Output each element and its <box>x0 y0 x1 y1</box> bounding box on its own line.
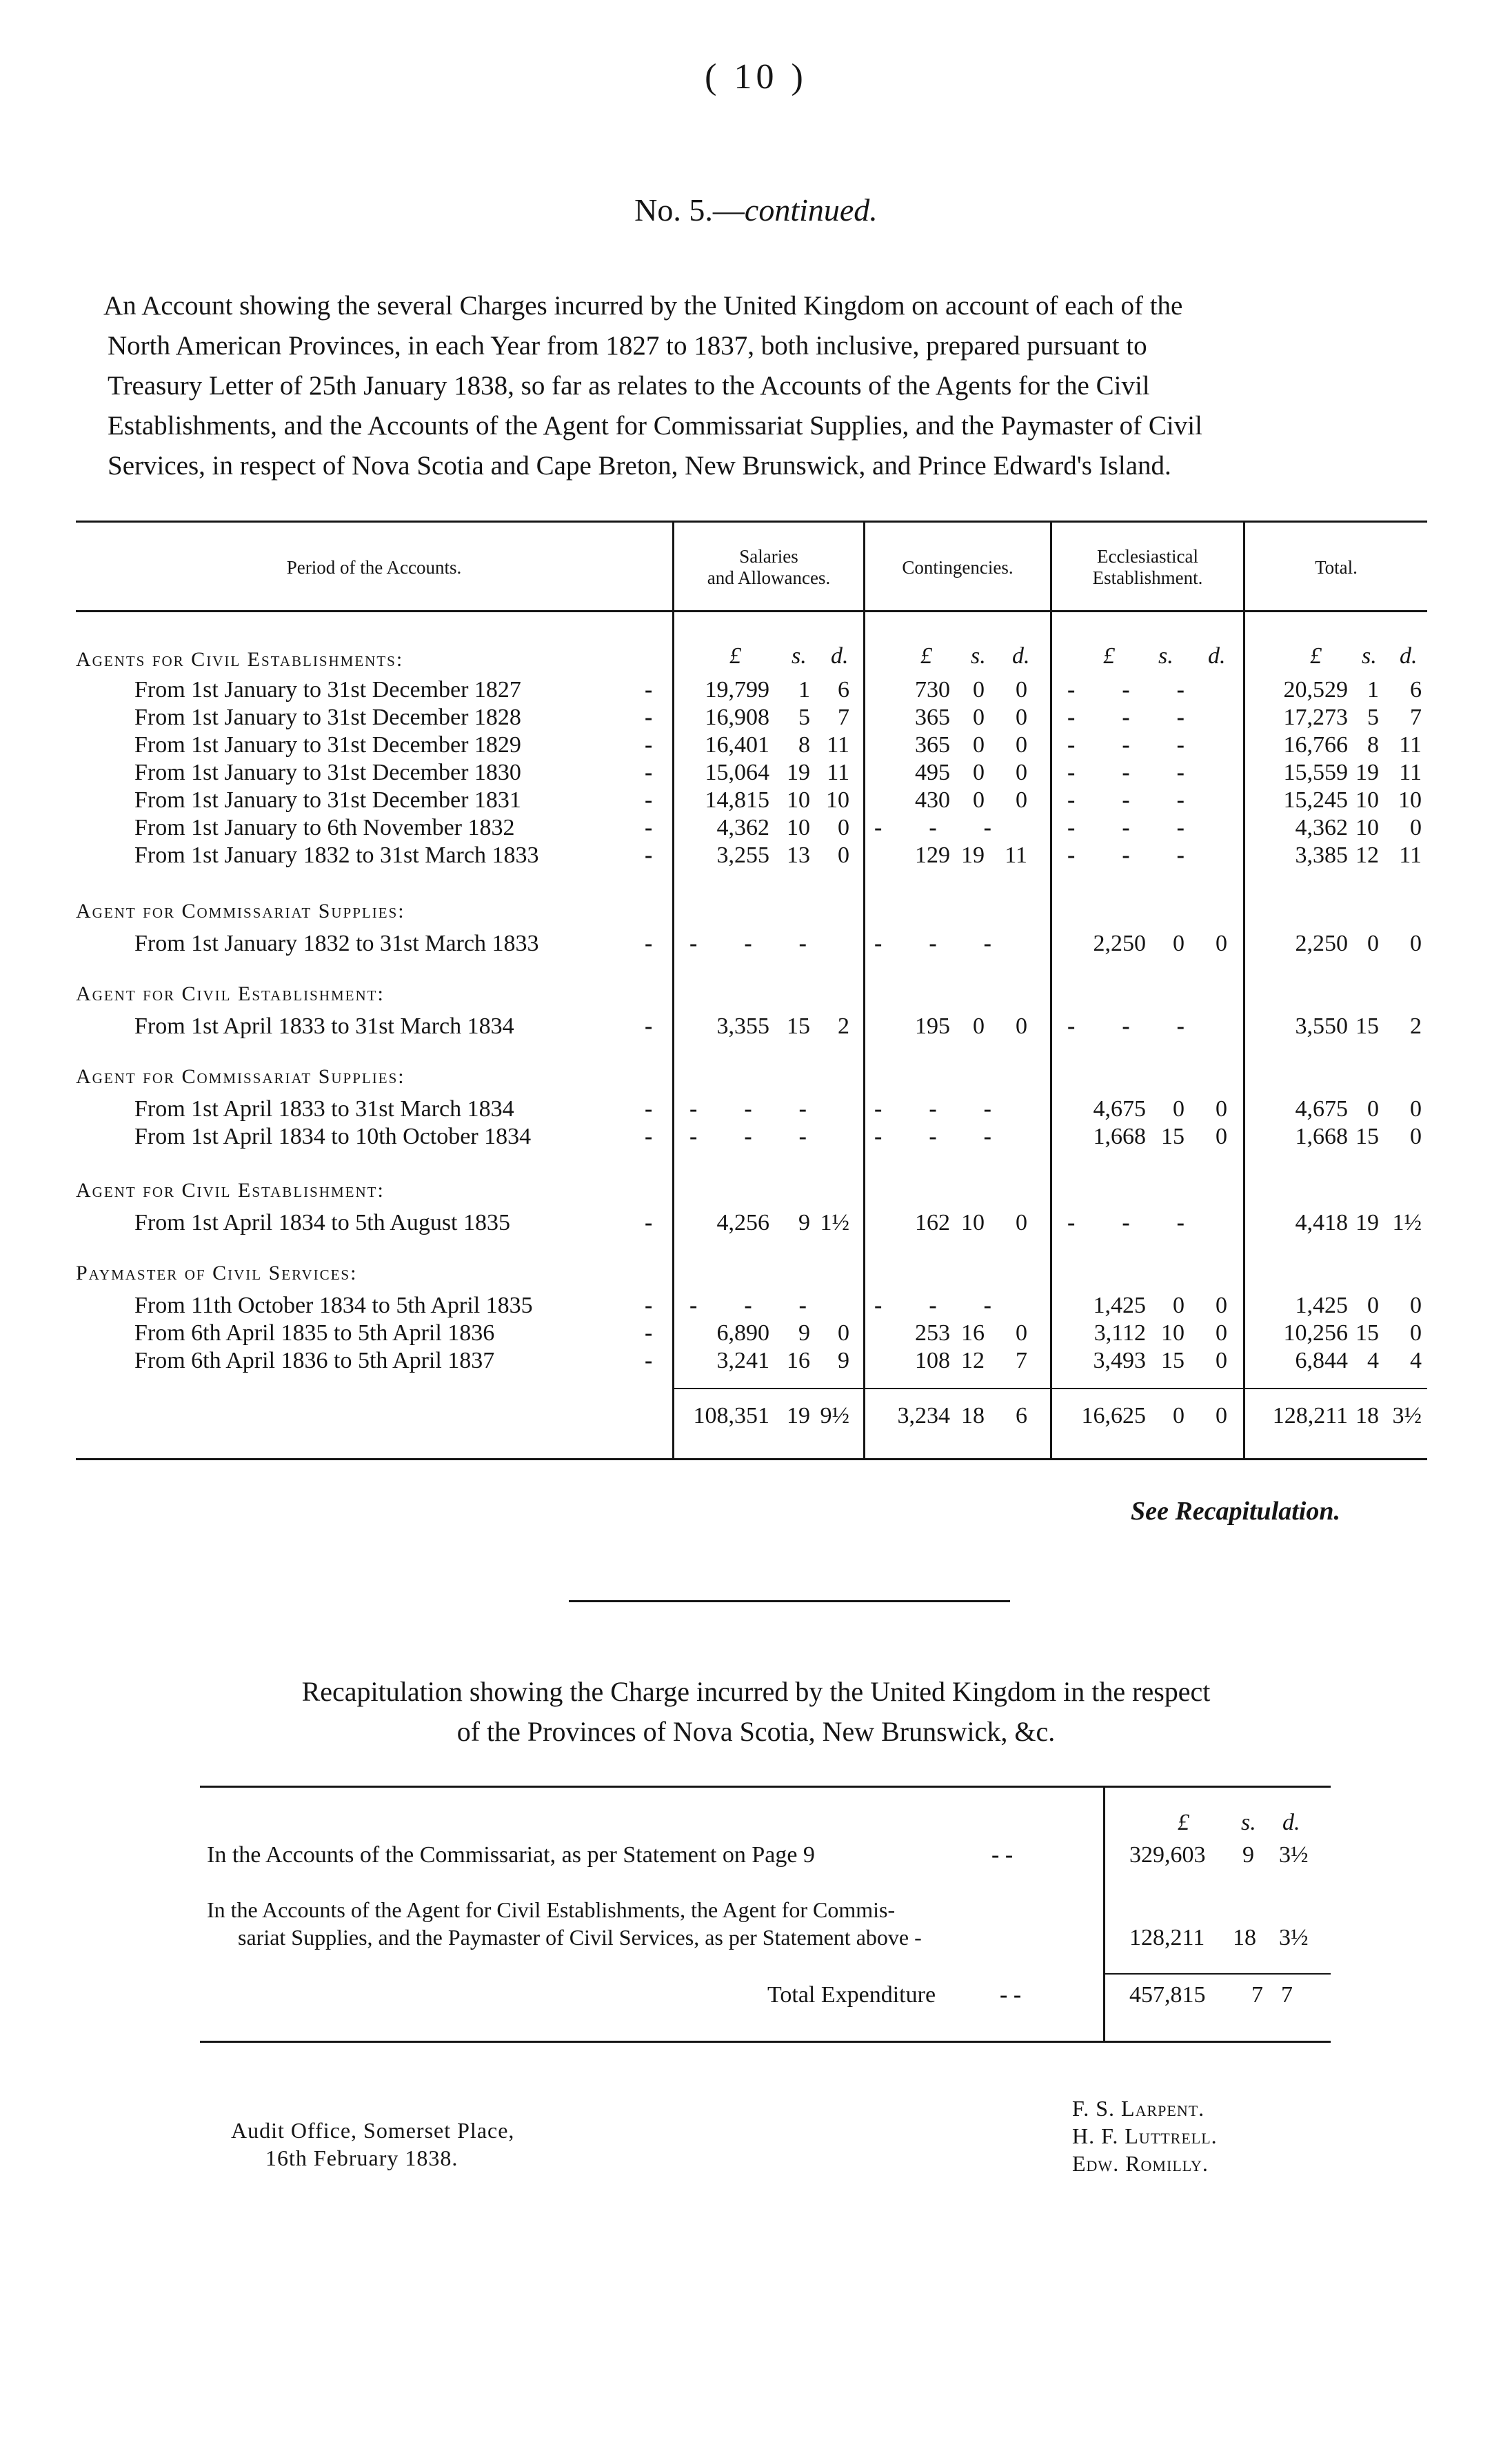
row-ecc-pounds: 2,250 <box>1093 931 1146 956</box>
recap-item-pounds: 329,603 <box>1129 1842 1206 1868</box>
unit-shilling: s. <box>971 643 986 669</box>
row-con-pence: 0 <box>1016 705 1027 730</box>
row-leader-dash: - <box>645 1293 653 1318</box>
unit-pence: d. <box>1208 643 1226 669</box>
table-top-rule <box>76 521 1427 523</box>
row-sal-shillings: 5 <box>798 705 810 730</box>
column-divider <box>1050 521 1052 1458</box>
unit-pence: d. <box>1282 1810 1300 1835</box>
recap-item-text: In the Accounts of the Commissariat, as per Statement on Page 9 <box>207 1842 815 1868</box>
heading-number: No. 5.— <box>634 192 745 228</box>
recap-title-line: Recapitulation showing the Charge incurred by the United Kingdom in the respect <box>301 1676 1211 1707</box>
recap-top-rule <box>200 1786 1331 1788</box>
row-leader-dash: - <box>645 705 653 730</box>
row-sal-pounds: 3,255 <box>716 842 769 868</box>
row-con-pounds: 365 <box>915 705 950 730</box>
row-tot-pence: 0 <box>1410 1096 1422 1122</box>
row-tot-pounds: 17,273 <box>1283 705 1348 730</box>
recap-item-pounds: 128,211 <box>1129 1925 1205 1950</box>
row-con-pence: 0 <box>1016 1320 1027 1346</box>
row-empty-marks: - - - <box>1067 677 1185 703</box>
header-period: Period of the Accounts. <box>286 557 462 578</box>
row-sal-pounds: 6,890 <box>716 1320 769 1346</box>
row-tot-pounds: 16,766 <box>1283 732 1348 758</box>
unit-pence: d. <box>831 643 849 669</box>
row-leader-dash: - <box>645 1348 653 1373</box>
row-leader-dash: - <box>645 1210 653 1235</box>
row-ecc-shillings: 0 <box>1173 1293 1185 1318</box>
row-empty-marks: - - - <box>689 1124 807 1149</box>
row-leader-dash: - <box>645 787 653 813</box>
row-con-shillings: 16 <box>961 1320 985 1346</box>
row-sal-shillings: 1 <box>798 677 810 703</box>
intro-line: Services, in respect of Nova Scotia and Cape Breton, New Brunswick, and Prince Edward's Island. <box>108 451 1171 481</box>
row-tot-shillings: 1 <box>1367 677 1379 703</box>
row-empty-marks: - - - <box>1067 787 1185 813</box>
row-period-label: From 1st April 1833 to 31st March 1834 <box>134 1013 514 1039</box>
row-empty-marks: - - - <box>1067 815 1185 840</box>
row-sal-pence: 7 <box>838 705 849 730</box>
row-sal-pounds: 3,241 <box>716 1348 769 1373</box>
row-con-pence: 0 <box>1016 760 1027 785</box>
row-sal-shillings: 9 <box>798 1320 810 1346</box>
row-tot-shillings: 19 <box>1355 760 1379 785</box>
row-empty-marks: - - - <box>1067 705 1185 730</box>
row-tot-pounds: 4,362 <box>1295 815 1348 840</box>
row-tot-shillings: 0 <box>1367 1293 1379 1318</box>
row-tot-shillings: 4 <box>1367 1348 1379 1373</box>
row-ecc-shillings: 10 <box>1161 1320 1185 1346</box>
row-leader-dash: - <box>645 677 653 703</box>
unit-pound: £ <box>1178 1810 1189 1835</box>
row-tot-pence: 1½ <box>1392 1210 1422 1235</box>
row-leader-dash: - <box>645 1124 653 1149</box>
unit-pound: £ <box>1103 643 1115 669</box>
unit-shilling: s. <box>792 643 807 669</box>
header-ecclesiastical-line: Ecclesiastical <box>1097 546 1198 567</box>
recap-total-text: Total Expenditure <box>767 1982 936 2008</box>
row-tot-shillings: 8 <box>1367 732 1379 758</box>
row-empty-marks: - - - <box>1067 732 1185 758</box>
row-tot-pounds: 4,418 <box>1295 1210 1348 1235</box>
row-tot-pence: 0 <box>1410 1124 1422 1149</box>
row-sal-pounds: 16,908 <box>705 705 769 730</box>
row-sal-pounds: 15,064 <box>705 760 769 785</box>
intro-line: Establishments, and the Accounts of the Agent for Commissariat Supplies, and the Paymaster of Civil <box>108 411 1202 441</box>
row-tot-pence: 0 <box>1410 1293 1422 1318</box>
audit-office: Audit Office, Somerset Place, <box>231 2118 515 2143</box>
row-empty-marks: - - - <box>1067 760 1185 785</box>
section-title: Agent for Civil Establishment: <box>76 1179 385 1202</box>
intro-line: An Account showing the several Charges incurred by the United Kingdom on account of each of the <box>103 291 1183 321</box>
section-title: Paymaster of Civil Services: <box>76 1262 358 1284</box>
row-tot-pounds: 10,256 <box>1283 1320 1348 1346</box>
total-tot-pounds: 128,211 <box>1272 1403 1348 1429</box>
row-con-pounds: 253 <box>915 1320 950 1346</box>
row-period-label: From 1st January to 6th November 1832 <box>134 815 515 840</box>
header-contingencies: Contingencies. <box>902 557 1014 578</box>
row-tot-pounds: 20,529 <box>1283 677 1348 703</box>
row-con-pence: 0 <box>1016 677 1027 703</box>
row-con-shillings: 0 <box>973 677 985 703</box>
row-con-pence: 0 <box>1016 1210 1027 1235</box>
header-ecclesiastical <box>1052 546 1243 589</box>
row-sal-shillings: 10 <box>787 815 810 840</box>
row-tot-pence: 2 <box>1410 1013 1422 1039</box>
row-sal-pence: 0 <box>838 815 849 840</box>
row-con-pounds: 730 <box>915 677 950 703</box>
row-period-label: From 1st April 1834 to 10th October 1834 <box>134 1124 532 1149</box>
total-ecc-pence: 0 <box>1216 1403 1227 1429</box>
row-sal-pence: 0 <box>838 842 849 868</box>
row-sal-shillings: 9 <box>798 1210 810 1235</box>
row-con-shillings: 0 <box>973 705 985 730</box>
signatory: F. S. Larpent. <box>1072 2096 1205 2121</box>
recap-item-shillings: 9 <box>1242 1842 1254 1868</box>
section-title: Agent for Commissariat Supplies: <box>76 900 405 922</box>
row-leader-dash: - <box>645 732 653 758</box>
row-con-shillings: 19 <box>961 842 985 868</box>
row-tot-shillings: 19 <box>1355 1210 1379 1235</box>
row-sal-shillings: 13 <box>787 842 810 868</box>
recap-bottom-rule <box>200 2041 1331 2043</box>
row-ecc-pounds: 1,425 <box>1093 1293 1146 1318</box>
total-con-shillings: 18 <box>961 1403 985 1429</box>
row-sal-pence: 6 <box>838 677 849 703</box>
row-sal-pounds: 3,355 <box>716 1013 769 1039</box>
row-sal-pounds: 14,815 <box>705 787 769 813</box>
total-con-pence: 6 <box>1016 1403 1027 1429</box>
recap-title <box>124 1672 1388 1752</box>
row-ecc-shillings: 15 <box>1161 1348 1185 1373</box>
row-period-label: From 6th April 1835 to 5th April 1836 <box>134 1320 495 1346</box>
recap-item-pence: 3½ <box>1279 1925 1309 1950</box>
row-tot-pounds: 6,844 <box>1295 1348 1348 1373</box>
row-ecc-shillings: 0 <box>1173 1096 1185 1122</box>
row-sal-pence: 0 <box>838 1320 849 1346</box>
row-leader-dash: - <box>645 760 653 785</box>
section-title: Agents for Civil Establishments: <box>76 648 404 671</box>
row-tot-pence: 0 <box>1410 1320 1422 1346</box>
row-leader-dash: - <box>645 1320 653 1346</box>
signatory: H. F. Luttrell. <box>1072 2123 1218 2148</box>
row-empty-marks: - - - <box>874 815 991 840</box>
row-tot-pounds: 1,425 <box>1295 1293 1348 1318</box>
recap-item-text: In the Accounts of the Agent for Civil Establishments, the Agent for Commis- <box>207 1897 896 1922</box>
row-leader-dash: - <box>645 1013 653 1039</box>
row-con-shillings: 12 <box>961 1348 985 1373</box>
total-sal-pence: 9½ <box>820 1403 849 1429</box>
row-empty-marks: - - - <box>689 931 807 956</box>
unit-shilling: s. <box>1241 1810 1256 1835</box>
row-period-label: From 1st January to 31st December 1831 <box>134 787 521 813</box>
row-period-label: From 11th October 1834 to 5th April 1835 <box>134 1293 533 1318</box>
row-period-label: From 1st January 1832 to 31st March 1833 <box>134 931 539 956</box>
row-sal-pence: 2 <box>838 1013 849 1039</box>
row-empty-marks: - - - <box>1067 842 1185 868</box>
recap-total-pounds: 457,815 <box>1129 1982 1206 2008</box>
row-ecc-pence: 0 <box>1216 1096 1227 1122</box>
recap-total-pence: 7 <box>1281 1982 1293 2008</box>
row-empty-marks: - - - <box>1067 1210 1185 1235</box>
intro-paragraph <box>103 286 1433 486</box>
row-empty-marks: - - - <box>689 1293 807 1318</box>
row-sal-pounds: 16,401 <box>705 732 769 758</box>
row-leader-dash: - <box>645 842 653 868</box>
section-title: Agent for Civil Establishment: <box>76 982 385 1005</box>
row-tot-shillings: 12 <box>1355 842 1379 868</box>
row-con-pounds: 195 <box>915 1013 950 1039</box>
unit-pence: d. <box>1400 643 1418 669</box>
see-recapitulation: See Recapitulation. <box>1131 1497 1340 1526</box>
column-divider <box>672 521 674 1458</box>
row-period-label: From 1st January to 31st December 1830 <box>134 760 521 785</box>
row-ecc-pounds: 4,675 <box>1093 1096 1146 1122</box>
row-tot-shillings: 10 <box>1355 787 1379 813</box>
total-sal-shillings: 19 <box>787 1403 810 1429</box>
row-sal-pence: 11 <box>827 732 849 758</box>
row-tot-shillings: 5 <box>1367 705 1379 730</box>
row-sal-pence: 10 <box>826 787 849 813</box>
row-sal-pounds: 4,256 <box>716 1210 769 1235</box>
row-period-label: From 1st January to 31st December 1829 <box>134 732 521 758</box>
row-empty-marks: - - - <box>874 1124 991 1149</box>
row-empty-marks: - - - <box>874 1293 991 1318</box>
header-salaries-line: Salaries <box>739 546 798 567</box>
row-leader-dash: - <box>645 1096 653 1122</box>
row-tot-pence: 7 <box>1410 705 1422 730</box>
row-empty-marks: - - - <box>874 1096 991 1122</box>
row-con-pounds: 365 <box>915 732 950 758</box>
recap-total-shillings: 7 <box>1251 1982 1263 2008</box>
row-tot-pounds: 3,385 <box>1295 842 1348 868</box>
row-tot-pence: 10 <box>1398 787 1422 813</box>
total-ecc-shillings: 0 <box>1173 1403 1185 1429</box>
row-period-label: From 1st January 1832 to 31st March 1833 <box>134 842 539 868</box>
row-sal-shillings: 19 <box>787 760 810 785</box>
row-tot-shillings: 0 <box>1367 931 1379 956</box>
page-number: ( 10 ) <box>705 57 807 97</box>
row-ecc-shillings: 0 <box>1173 931 1185 956</box>
row-sal-pence: 11 <box>827 760 849 785</box>
intro-line: North American Provinces, in each Year from 1827 to 1837, both inclusive, prepared pursuant to <box>108 331 1147 361</box>
row-sal-pounds: 4,362 <box>716 815 769 840</box>
recap-divider <box>1103 1786 1105 2041</box>
row-con-pounds: 495 <box>915 760 950 785</box>
row-tot-shillings: 0 <box>1367 1096 1379 1122</box>
header-salaries <box>674 546 863 589</box>
row-tot-pounds: 3,550 <box>1295 1013 1348 1039</box>
row-con-pence: 0 <box>1016 1013 1027 1039</box>
row-ecc-pence: 0 <box>1216 1124 1227 1149</box>
row-ecc-pounds: 3,493 <box>1093 1348 1146 1373</box>
row-tot-pounds: 15,559 <box>1283 760 1348 785</box>
recap-item-leader: - - <box>991 1842 1014 1868</box>
page-heading <box>0 192 1512 228</box>
unit-pound: £ <box>920 643 932 669</box>
row-ecc-pence: 0 <box>1216 1348 1227 1373</box>
unit-shilling: s. <box>1158 643 1173 669</box>
total-tot-pence: 3½ <box>1392 1403 1422 1429</box>
recap-item-shillings: 18 <box>1233 1925 1256 1950</box>
row-ecc-pence: 0 <box>1216 1320 1227 1346</box>
row-con-pence: 0 <box>1016 732 1027 758</box>
row-tot-pence: 4 <box>1410 1348 1422 1373</box>
recap-item-pence: 3½ <box>1279 1842 1309 1868</box>
row-tot-shillings: 15 <box>1355 1013 1379 1039</box>
row-sal-shillings: 8 <box>798 732 810 758</box>
total-sal-pounds: 108,351 <box>693 1403 769 1429</box>
row-period-label: From 6th April 1836 to 5th April 1837 <box>134 1348 495 1373</box>
row-empty-marks: - - - <box>689 1096 807 1122</box>
row-sal-shillings: 15 <box>787 1013 810 1039</box>
intro-line: Treasury Letter of 25th January 1838, so far as relates to the Accounts of the Agents for the Civil <box>108 371 1150 401</box>
row-con-pounds: 129 <box>915 842 950 868</box>
row-period-label: From 1st January to 31st December 1828 <box>134 705 521 730</box>
section-title: Agent for Commissariat Supplies: <box>76 1065 405 1088</box>
row-con-shillings: 10 <box>961 1210 985 1235</box>
row-tot-pounds: 4,675 <box>1295 1096 1348 1122</box>
row-tot-pence: 6 <box>1410 677 1422 703</box>
row-con-pounds: 430 <box>915 787 950 813</box>
unit-shilling: s. <box>1362 643 1377 669</box>
row-tot-pence: 0 <box>1410 931 1422 956</box>
row-ecc-shillings: 15 <box>1161 1124 1185 1149</box>
unit-pound: £ <box>1310 643 1322 669</box>
recap-item-text: sariat Supplies, and the Paymaster of Civil Services, as per Statement above - <box>238 1925 922 1950</box>
row-con-pounds: 162 <box>915 1210 950 1235</box>
row-tot-pounds: 2,250 <box>1295 931 1348 956</box>
heading-continued: continued. <box>744 192 878 228</box>
row-sal-pence: 9 <box>838 1348 849 1373</box>
row-con-pounds: 108 <box>915 1348 950 1373</box>
row-sal-shillings: 10 <box>787 787 810 813</box>
row-tot-pounds: 15,245 <box>1283 787 1348 813</box>
audit-date: 16th February 1838. <box>265 2146 458 2170</box>
row-con-pence: 0 <box>1016 787 1027 813</box>
row-sal-pence: 1½ <box>820 1210 849 1235</box>
row-con-shillings: 0 <box>973 1013 985 1039</box>
total-con-pounds: 3,234 <box>897 1403 950 1429</box>
unit-pence: d. <box>1012 643 1030 669</box>
header-salaries-line: and Allowances. <box>707 567 831 588</box>
total-ecc-pounds: 16,625 <box>1081 1403 1146 1429</box>
row-period-label: From 1st January to 31st December 1827 <box>134 677 521 703</box>
row-empty-marks: - - - <box>1067 1013 1185 1039</box>
row-leader-dash: - <box>645 815 653 840</box>
row-ecc-pounds: 3,112 <box>1093 1320 1146 1346</box>
row-con-shillings: 0 <box>973 787 985 813</box>
row-ecc-pence: 0 <box>1216 931 1227 956</box>
row-empty-marks: - - - <box>874 931 991 956</box>
row-con-pence: 7 <box>1016 1348 1027 1373</box>
header-total: Total. <box>1315 557 1358 578</box>
row-ecc-pounds: 1,668 <box>1093 1124 1146 1149</box>
table-bottom-rule <box>76 1458 1427 1460</box>
row-sal-shillings: 16 <box>787 1348 810 1373</box>
column-divider <box>863 521 865 1458</box>
row-con-pence: 11 <box>1005 842 1027 868</box>
row-tot-pence: 11 <box>1399 842 1422 868</box>
table-header-rule <box>76 610 1427 612</box>
row-period-label: From 1st April 1834 to 5th August 1835 <box>134 1210 510 1235</box>
row-con-shillings: 0 <box>973 760 985 785</box>
row-leader-dash: - <box>645 931 653 956</box>
recap-total-leader: - - <box>1000 1982 1022 2008</box>
signatory: Edw. Romilly. <box>1072 2151 1209 2176</box>
row-tot-shillings: 15 <box>1355 1320 1379 1346</box>
unit-pound: £ <box>729 643 741 669</box>
row-ecc-pence: 0 <box>1216 1293 1227 1318</box>
row-con-shillings: 0 <box>973 732 985 758</box>
recap-title-line: of the Provinces of Nova Scotia, New Brunswick, &c. <box>456 1716 1056 1747</box>
row-tot-pence: 0 <box>1410 815 1422 840</box>
header-ecclesiastical-line: Establishment. <box>1092 567 1203 588</box>
section-separator <box>569 1600 1010 1602</box>
row-period-label: From 1st April 1833 to 31st March 1834 <box>134 1096 514 1122</box>
row-tot-pounds: 1,668 <box>1295 1124 1348 1149</box>
row-tot-shillings: 15 <box>1355 1124 1379 1149</box>
total-tot-shillings: 18 <box>1355 1403 1379 1429</box>
row-tot-pence: 11 <box>1399 732 1422 758</box>
row-sal-pounds: 19,799 <box>705 677 769 703</box>
row-tot-pence: 11 <box>1399 760 1422 785</box>
column-divider <box>1243 521 1245 1458</box>
recap-sum-rule <box>1105 1973 1331 1975</box>
row-tot-shillings: 10 <box>1355 815 1379 840</box>
